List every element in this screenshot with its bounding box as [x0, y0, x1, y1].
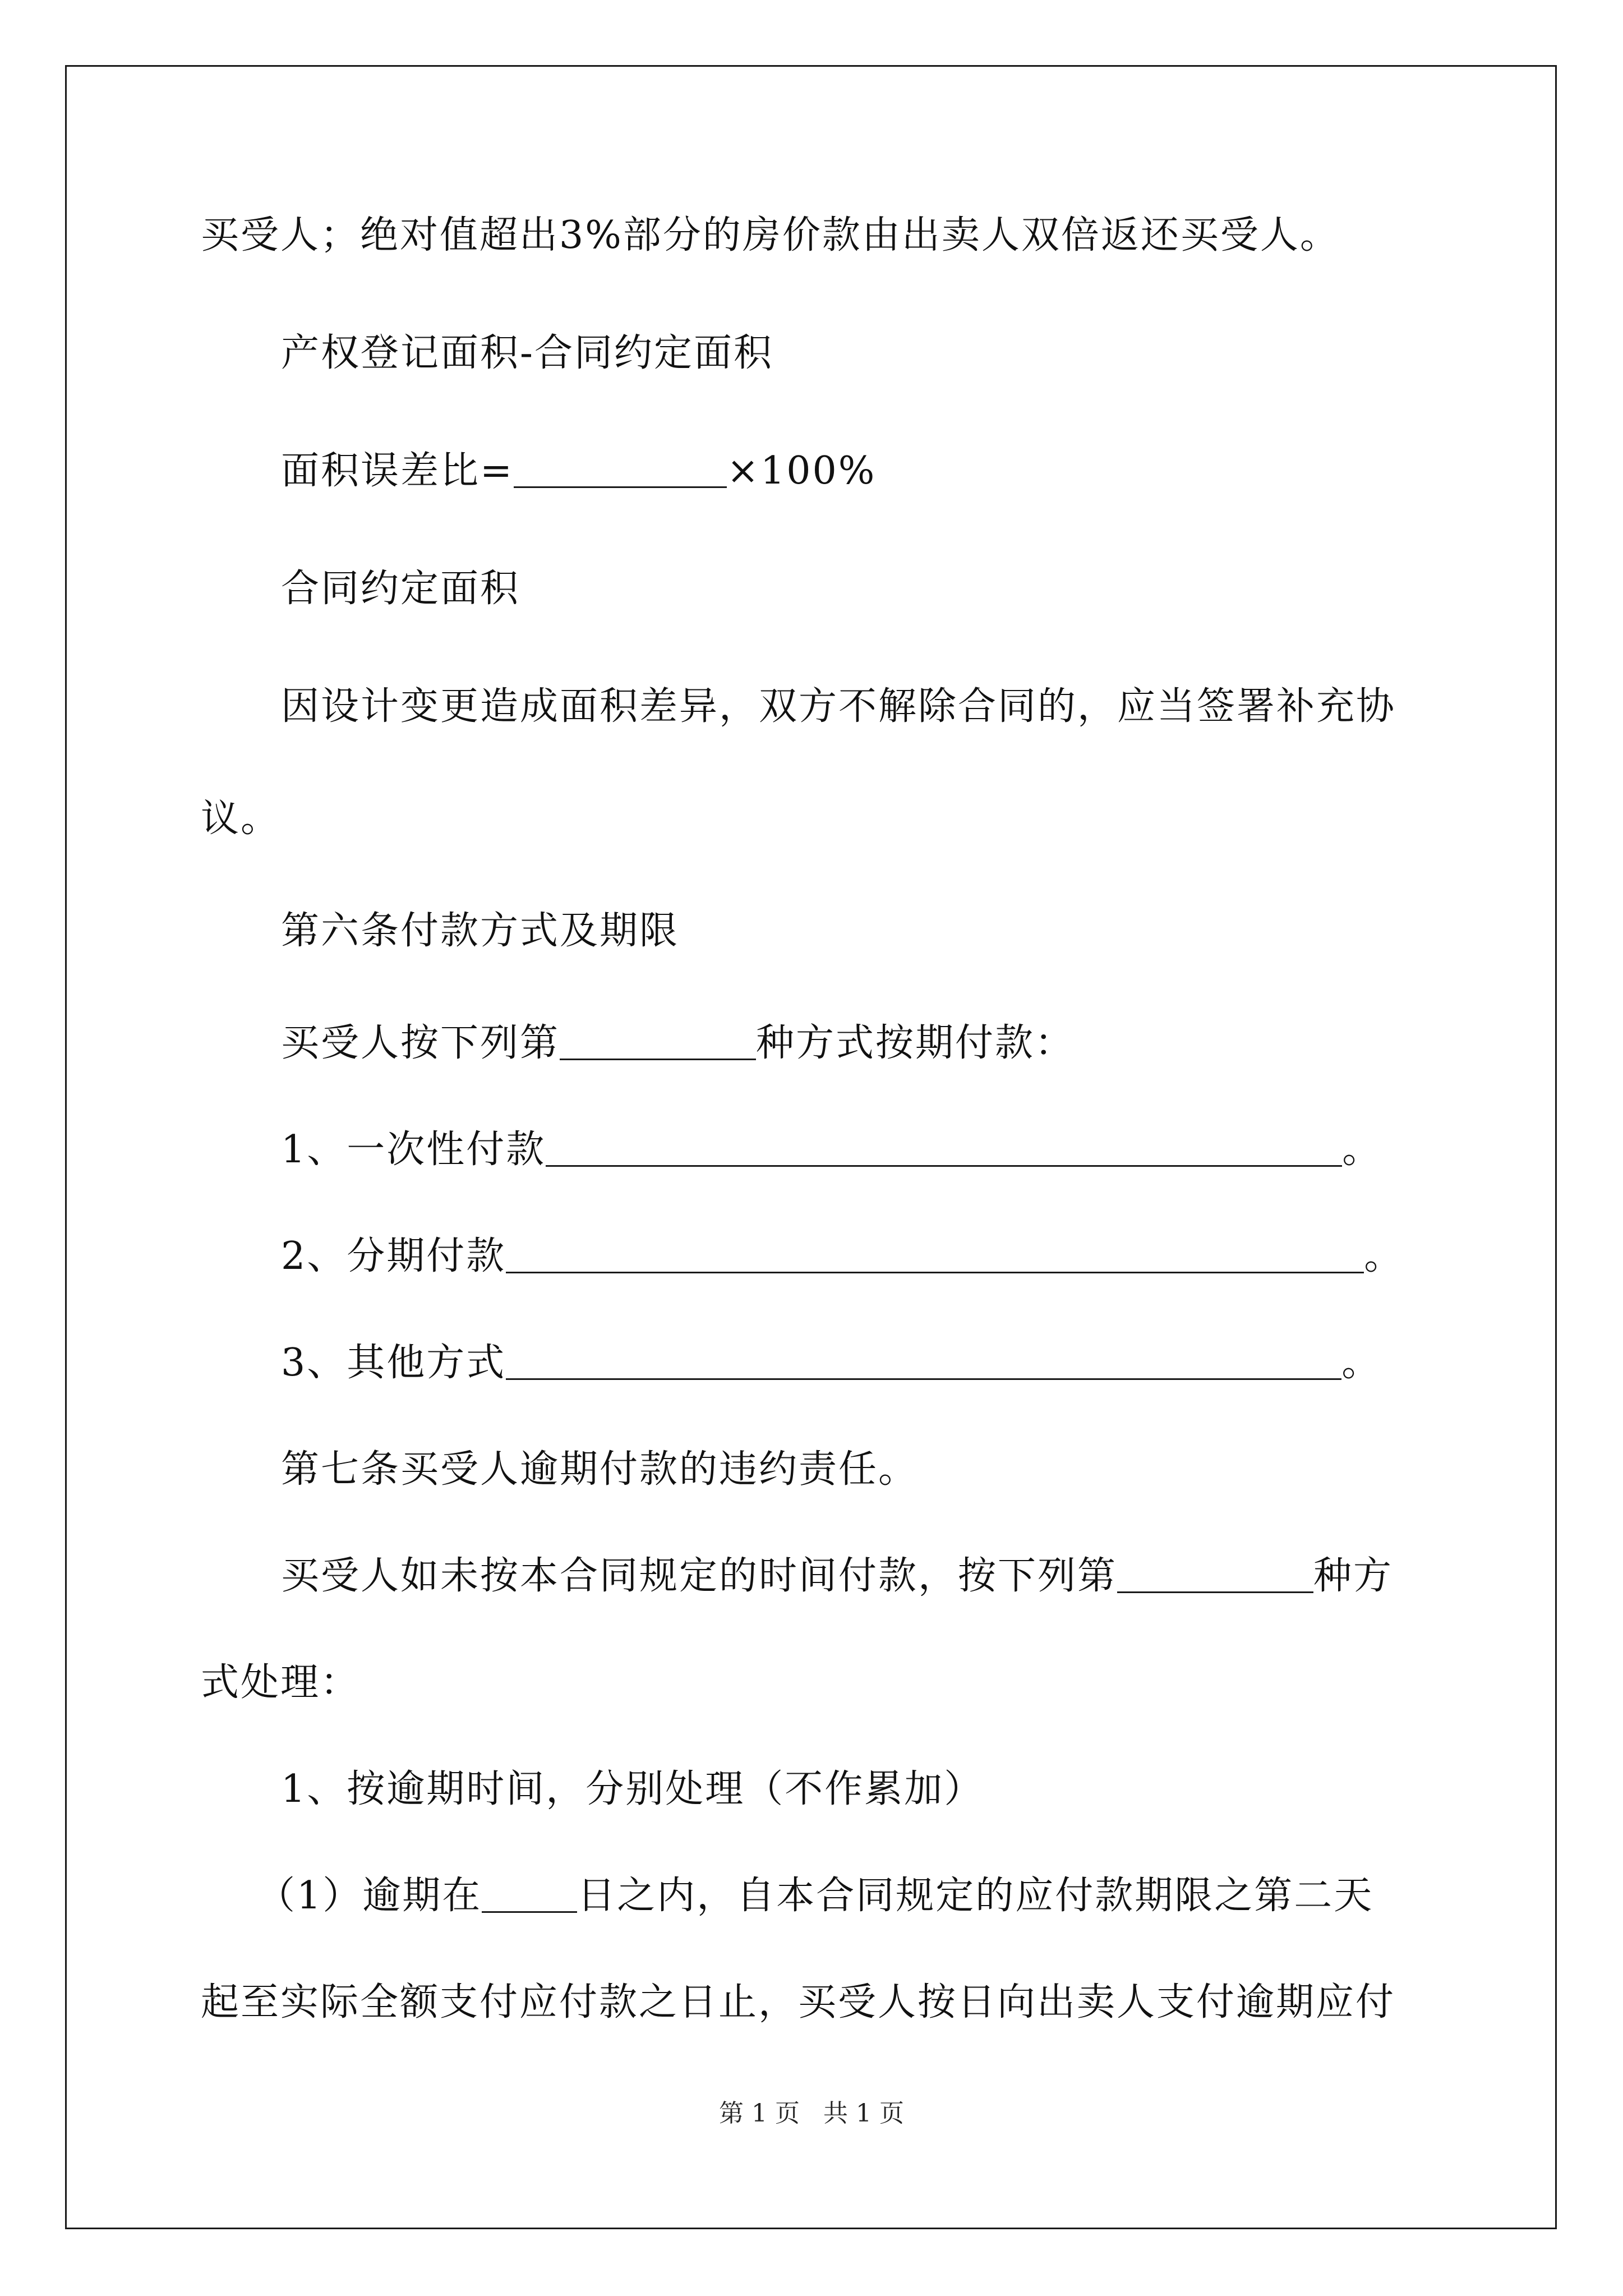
fill-in-blank [560, 1025, 756, 1060]
fill-in-blank [514, 453, 727, 488]
fill-in-blank [1117, 1558, 1313, 1593]
fill-in-blank [546, 1131, 1342, 1167]
paragraph-text: 买受人如未按本合同规定的时间付款，按下列第 [281, 1554, 1118, 1598]
paragraph [257, 1874, 1373, 1918]
list-item [281, 1234, 1404, 1279]
heading-text: 第六条付款方式及期限 [281, 909, 680, 953]
list-item-label: 3、其他方式 [281, 1341, 506, 1385]
paragraph [201, 1660, 360, 1705]
paragraph [281, 331, 773, 376]
formula-line [281, 449, 876, 494]
heading-text: 第七条买受人逾期付款的违约责任。 [281, 1447, 919, 1492]
paragraph [281, 1767, 984, 1812]
paragraph [281, 567, 520, 611]
paragraph [201, 1980, 1395, 2025]
paragraph-text: 议。 [201, 797, 281, 841]
list-item [281, 1128, 1382, 1172]
page-footer [0, 2097, 1623, 2131]
list-item-label: 1、一次性付款 [281, 1128, 546, 1172]
section-heading [281, 1447, 918, 1492]
list-item-suffix: 。 [1341, 1341, 1382, 1385]
formula-suffix: ×100% [726, 449, 877, 493]
paragraph-text: 种方式按期付款： [756, 1021, 1075, 1065]
formula-label: 面积误差比= [281, 449, 514, 493]
fill-in-blank [506, 1238, 1364, 1273]
paragraph [281, 684, 1396, 729]
paragraph-text: （1）逾期在 [257, 1874, 482, 1918]
fill-in-blank [506, 1345, 1341, 1380]
paragraph-text: 因设计变更造成面积差异，双方不解除合同的，应当签署补充协 [281, 684, 1396, 729]
list-item-label: 2、分期付款 [281, 1234, 506, 1278]
paragraph [201, 213, 1340, 258]
paragraph [281, 1021, 1075, 1066]
list-item-suffix: 。 [1364, 1234, 1404, 1278]
paragraph-text: 买受人按下列第 [281, 1021, 560, 1065]
paragraph-text: 产权登记面积-合同约定面积 [281, 331, 773, 375]
paragraph-text: 日之内，自本合同规定的应付款期限之第二天 [577, 1874, 1374, 1918]
fill-in-blank [482, 1878, 577, 1913]
paragraph [281, 1554, 1393, 1599]
list-item [281, 1341, 1381, 1386]
paragraph-text: 合同约定面积 [281, 567, 520, 611]
list-item-suffix: 。 [1342, 1128, 1382, 1172]
paragraph-text: 买受人；绝对值超出3%部分的房价款由出卖人双倍返还买受人。 [201, 213, 1340, 257]
paragraph-text: 1、按逾期时间，分别处理（不作累加） [281, 1767, 984, 1811]
paragraph [201, 797, 280, 841]
paragraph-text: 起至实际全额支付应付款之日止，买受人按日向出卖人支付逾期应付 [201, 1980, 1396, 2024]
section-heading [281, 909, 679, 954]
paragraph-text: 式处理： [201, 1660, 361, 1705]
paragraph-text: 种方 [1313, 1554, 1394, 1598]
page-number: 第 1 页 共 1 页 [719, 2099, 904, 2128]
